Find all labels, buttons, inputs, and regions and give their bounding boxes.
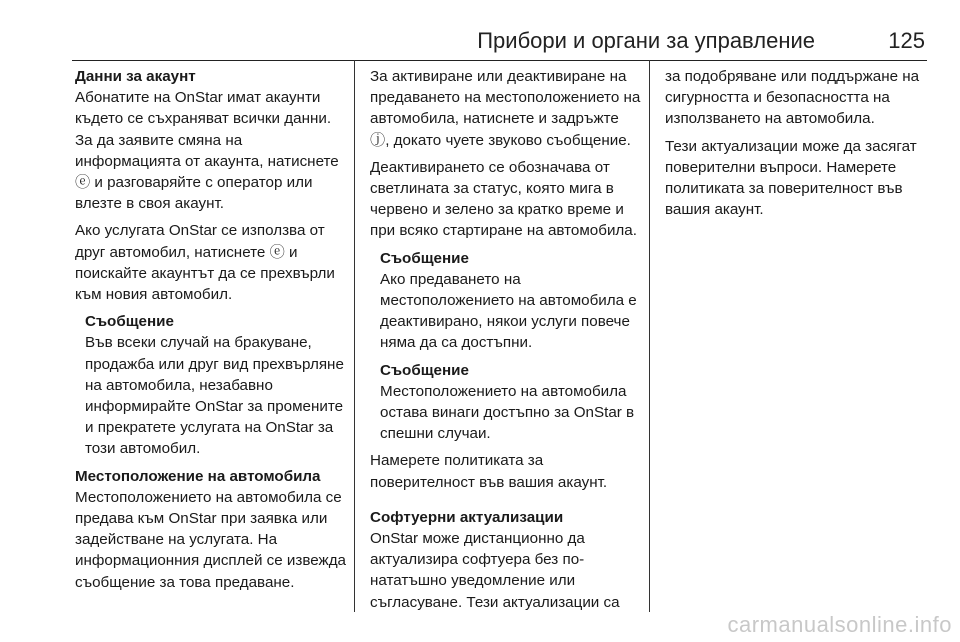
heading-vehicle-location: Местоположение на автомобила — [75, 467, 321, 485]
paragraph: Деактивирането се обозначава от светлината за статус, която мига в червено и зелено за кратко време и при всяко стартиране на автомобила. — [370, 158, 637, 240]
paragraph: Абонатите на OnStar имат акаунти където се съхраняват всички данни. За да заявите смяна на информацията от акаунта, натиснете ⓔ и разговаряйте с оператор или влезте в своя акаунт. — [75, 89, 339, 213]
paragraph: OnStar може дистанционно да актуализира софтуера без по-нататъшно уведомление или съгласуване. Тези актуализации са — [370, 530, 620, 611]
column-divider — [354, 60, 355, 612]
note-box — [380, 360, 642, 445]
column-3 — [665, 66, 937, 226]
column-2 — [370, 66, 642, 619]
paragraph: За активиране или деактивиране на предаването на местоположението на автомобила, натиснете и задръжте ⓙ, докато чуете звуково съобщение. — [370, 68, 641, 149]
note-text: Ако предаването на местоположението на автомобила е деактивирано, някои услуги повече няма да са достъпни. — [380, 270, 637, 352]
paragraph: за подобряване или поддържане на сигурността и безопасността на използването на автомобила. — [665, 68, 920, 128]
paragraph: Намерете политиката за поверителност във вашия акаунт. — [370, 452, 608, 491]
page-number: 125 — [888, 28, 925, 53]
note-text: Местоположението на автомобила остава винаги достъпно за OnStar в спешни случаи. — [380, 382, 635, 443]
page-header — [72, 20, 927, 61]
note-title: Съобщение — [380, 361, 469, 379]
paragraph: Местоположението на автомобила се предава към OnStar при заявка или задействане на услугата. На информационния дисплей се извежда съобщение за това предаване. — [75, 488, 347, 591]
heading-account-data: Данни за акаунт — [75, 68, 196, 85]
note-title: Съобщение — [85, 313, 174, 331]
section-title: Прибори и органи за управление — [477, 28, 815, 53]
note-text: Във всеки случай на бракуване, продажба или друг вид прехвърляне на автомобила, незабавно информирайте OnStar за промените и прекратете услугата на OnStar за този автомобил. — [85, 334, 344, 458]
watermark: carmanualsonline.info — [727, 612, 952, 637]
note-box — [85, 311, 347, 459]
heading-software-updates: Софтуерни актуализации — [370, 508, 564, 526]
note-title: Съобщение — [380, 249, 469, 267]
paragraph: Тези актуализации може да засягат поверителни въпроси. Намерете политиката за поверителност във вашия акаунт. — [665, 137, 917, 219]
note-box — [380, 248, 642, 354]
spacer — [370, 499, 642, 507]
paragraph: Ако услугата OnStar се използва от друг автомобил, натиснете ⓔ и поискайте акаунтът да се прехвърли към новия автомобил. — [75, 222, 335, 304]
column-1 — [75, 66, 347, 599]
column-divider — [649, 60, 650, 612]
